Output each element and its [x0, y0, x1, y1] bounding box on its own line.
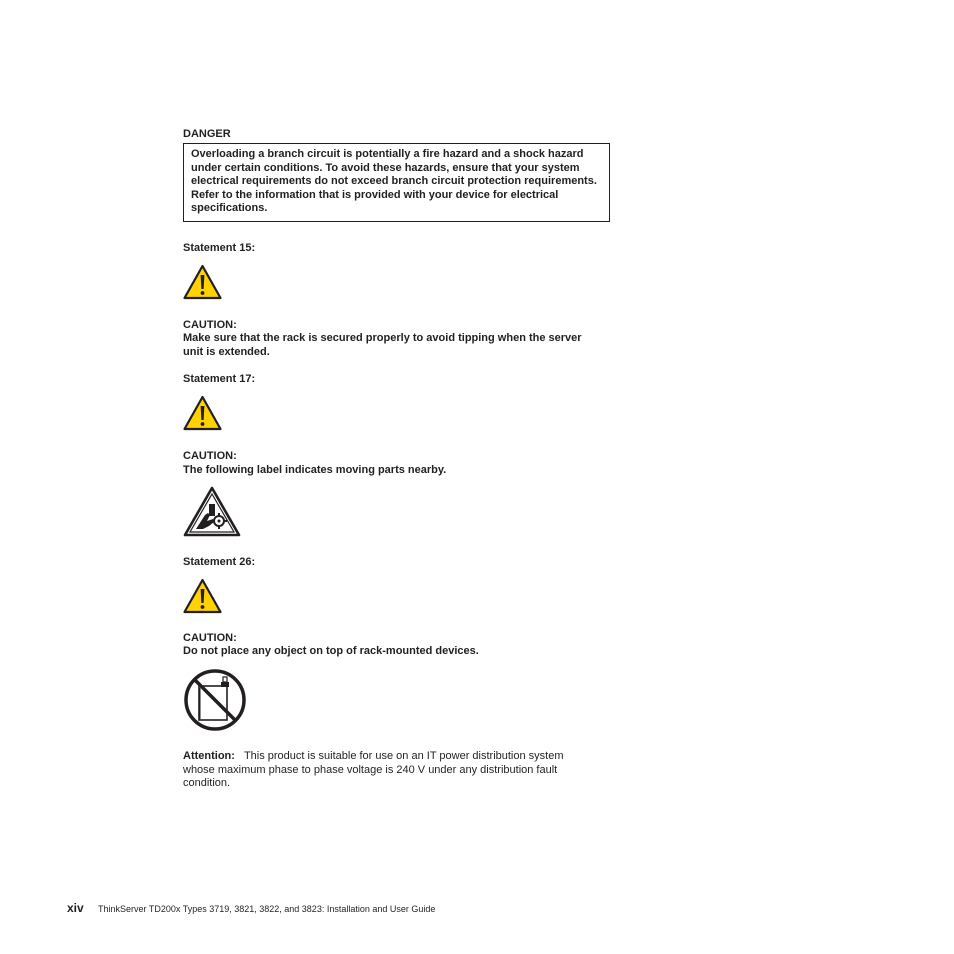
danger-text: Overloading a branch circuit is potentially a fire hazard and a shock hazard under certain conditions. To avoid these hazards, ensure that your system electrical requirements do not exceed branch circuit protection requirements. Refer to the information that is provided with your device for electrical specifications. — [191, 148, 597, 214]
attention-line3: condition. — [183, 777, 231, 789]
attention-line2: whose maximum phase to phase voltage is 240 V under any distribution fault — [183, 763, 558, 776]
no-objects-on-rack-icon — [183, 668, 247, 732]
statement-15-text-line1: Make sure that the rack is secured properly to avoid tipping when the server — [183, 332, 582, 344]
statement-17-caution-label: CAUTION: — [183, 450, 237, 462]
attention-paragraph — [183, 750, 603, 791]
statement-15-heading: Statement 15: — [183, 242, 256, 254]
danger-heading: DANGER — [183, 128, 231, 140]
moving-parts-hazard-icon — [183, 485, 241, 537]
caution-triangle-icon — [183, 578, 222, 614]
statement-15-text-line2: unit is extended. — [183, 346, 270, 358]
caution-triangle-icon — [183, 395, 222, 431]
statement-26-heading: Statement 26: — [183, 556, 256, 568]
statement-17-text: The following label indicates moving parts nearby. — [183, 464, 447, 476]
footer-title: ThinkServer TD200x Types 3719, 3821, 3822, and 3823: Installation and User Guide — [98, 904, 436, 914]
attention-label: Attention: — [183, 750, 235, 762]
attention-line1: This product is suitable for use on an IT power distribution system — [243, 750, 564, 762]
page-number: xiv — [67, 901, 84, 915]
danger-box — [183, 143, 610, 222]
statement-26-text: Do not place any object on top of rack-mounted devices. — [183, 645, 479, 657]
statement-15-caution-label: CAUTION: — [183, 319, 237, 331]
caution-triangle-icon — [183, 264, 222, 300]
statement-17-heading: Statement 17: — [183, 373, 256, 385]
statement-26-caution-label: CAUTION: — [183, 632, 237, 644]
